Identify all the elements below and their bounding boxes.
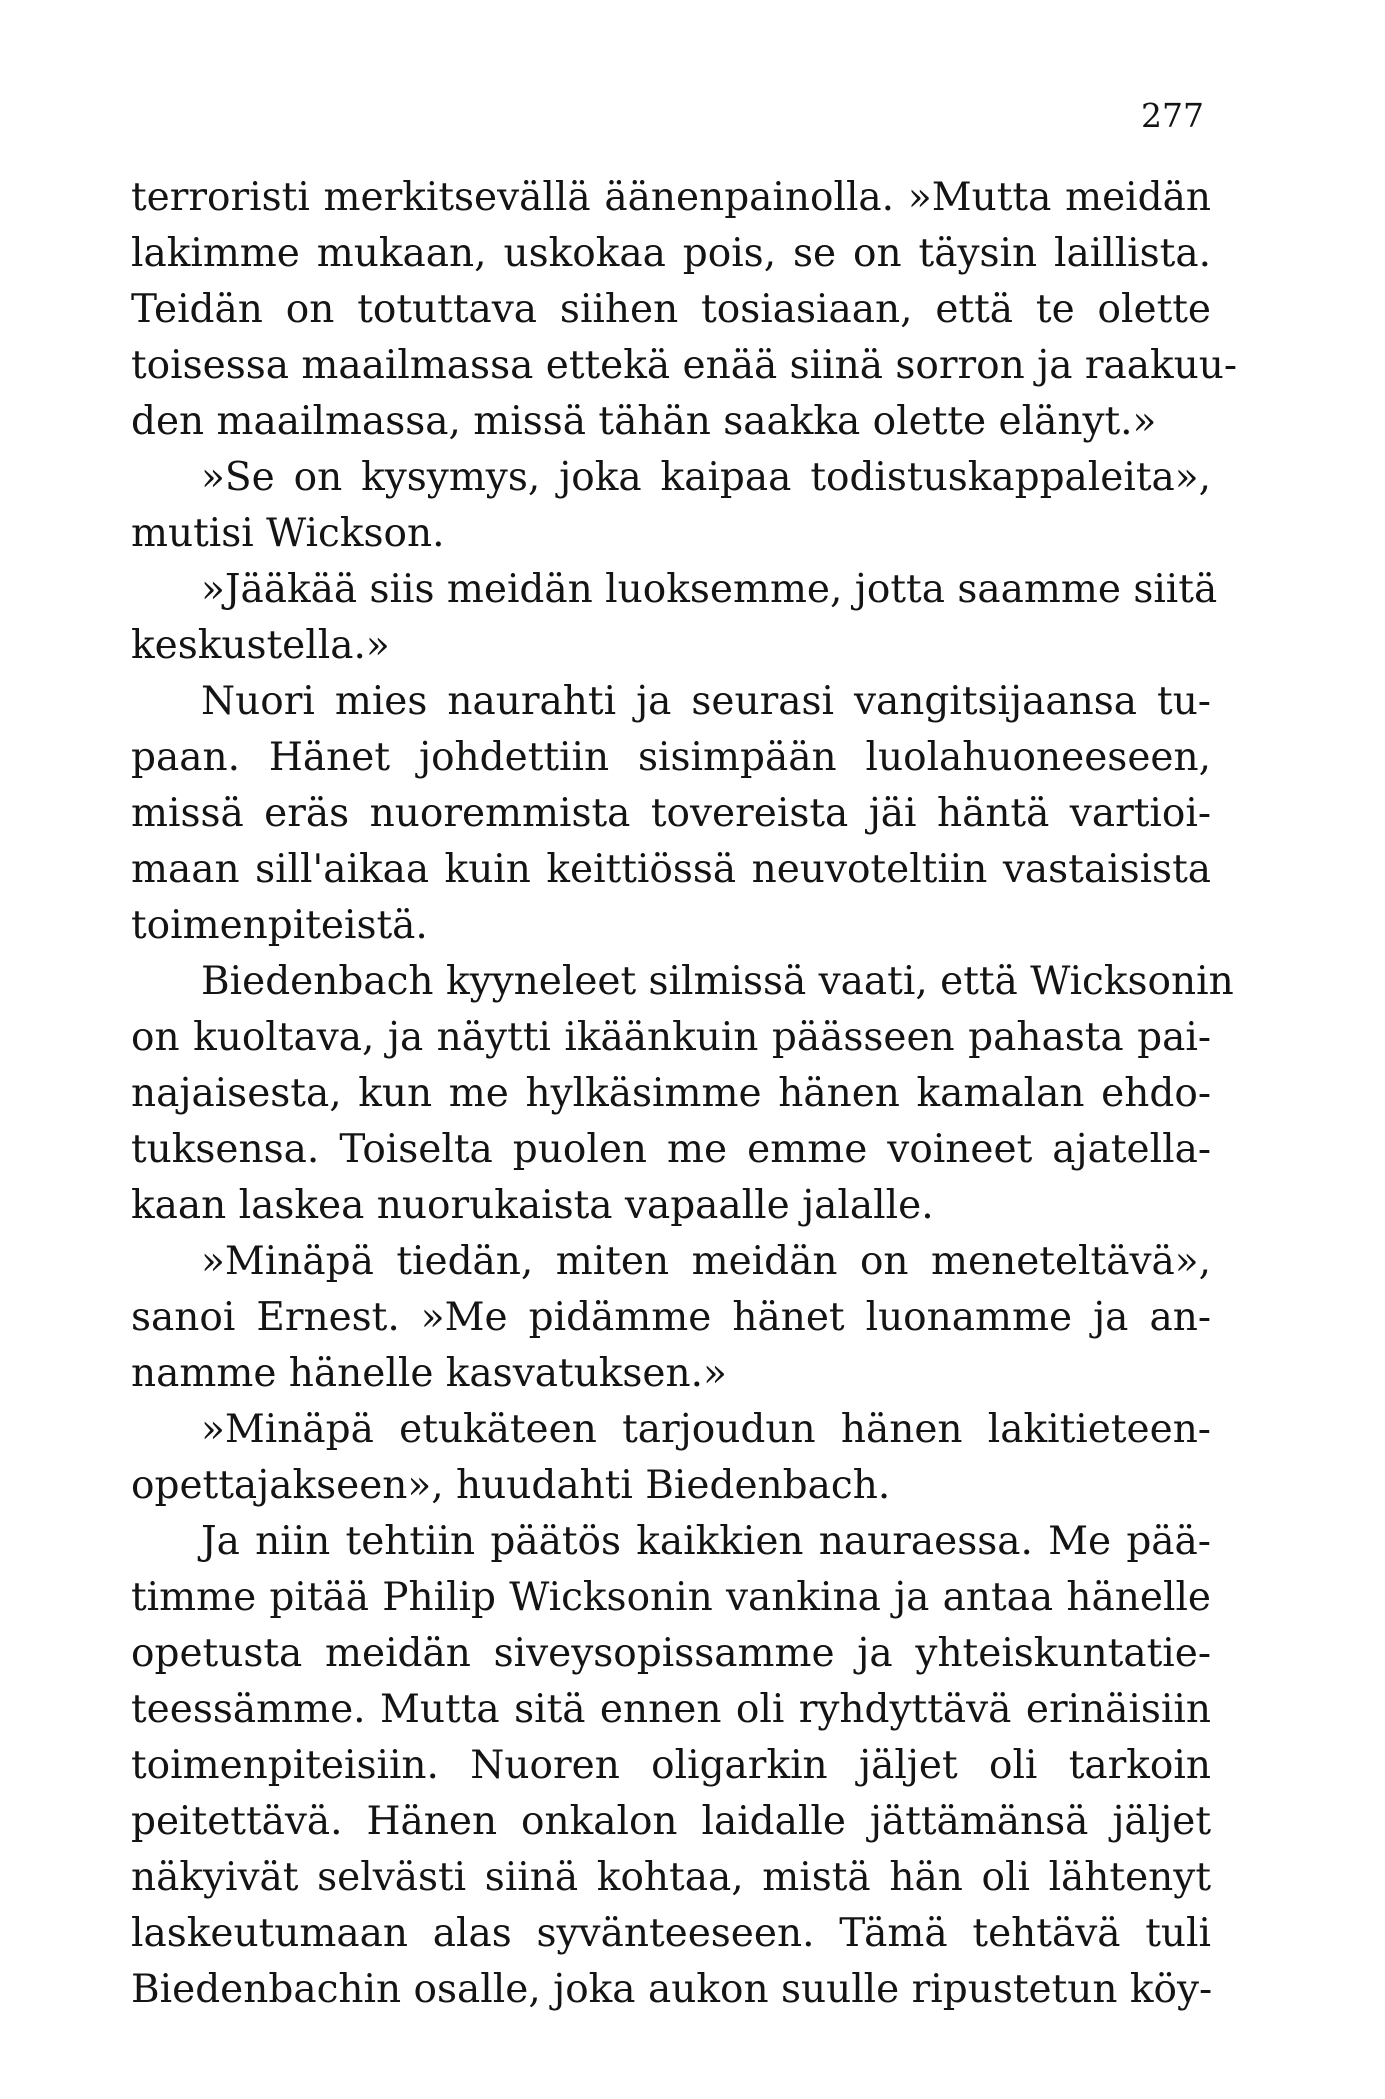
text-line: »Minäpä etukäteen tarjoudun hänen lakitieteen- [201,1407,1211,1452]
text-line: den maailmassa, missä tähän saakka olette elänyt.» [131,399,1157,444]
text-line: toisessa maailmassa ettekä enää siinä sorron ja raakuu- [131,343,1238,388]
text-line: namme hänelle kasvatuksen.» [131,1351,727,1396]
text-line: teessämme. Mutta sitä ennen oli ryhdyttävä erinäisiin [131,1687,1211,1732]
text-line: kaan laskea nuorukaista vapaalle jalalle. [131,1183,934,1228]
text-line: opettajakseen», huudahti Biedenbach. [131,1463,891,1508]
text-line: lakimme mukaan, uskokaa pois, se on täysin laillista. [131,231,1211,276]
page-number: 277 [1141,96,1204,135]
text-line: laskeutumaan alas syvänteeseen. Tämä tehtävä tuli [131,1911,1211,1956]
text-line: toimenpiteisiin. Nuoren oligarkin jäljet oli tarkoin [131,1743,1211,1788]
text-line: toimenpiteistä. [131,903,428,948]
text-line: sanoi Ernest. »Me pidämme hänet luonamme ja an- [131,1295,1211,1340]
text-line: mutisi Wickson. [131,511,445,556]
text-line: maan sill'aikaa kuin keittiössä neuvoteltiin vastaisista [131,847,1211,892]
text-line: peitettävä. Hänen onkalon laidalle jättämänsä jäljet [131,1799,1211,1844]
text-line: missä eräs nuoremmista tovereista jäi häntä vartioi- [131,791,1211,836]
text-line: Ja niin tehtiin päätös kaikkien nauraessa. Me pää- [201,1519,1211,1564]
text-line: opetusta meidän siveysopissamme ja yhteiskuntatie- [131,1631,1211,1676]
text-line: keskustella.» [131,623,390,668]
text-line: »Minäpä tiedän, miten meidän on meneteltävä», [201,1239,1211,1284]
text-line: »Se on kysymys, joka kaipaa todistuskappaleita», [201,455,1211,500]
text-line: najaisesta, kun me hylkäsimme hänen kamalan ehdo- [131,1071,1211,1116]
text-line: tuksensa. Toiselta puolen me emme voineet ajatella- [131,1127,1211,1172]
text-line: Nuori mies naurahti ja seurasi vangitsijaansa tu- [201,679,1211,724]
text-line: on kuoltava, ja näytti ikäänkuin päässeen pahasta pai- [131,1015,1211,1060]
text-line: terroristi merkitsevällä äänenpainolla. »Mutta meidän [131,175,1211,220]
text-line: paan. Hänet johdettiin sisimpään luolahuoneeseen, [131,735,1211,780]
text-line: Teidän on totuttava siihen tosiasiaan, että te olette [131,287,1211,332]
text-line: timme pitää Philip Wicksonin vankina ja antaa hänelle [131,1575,1211,1620]
text-line: Biedenbachin osalle, joka aukon suulle ripustetun köy- [131,1967,1213,2012]
text-line: »Jääkää siis meidän luoksemme, jotta saamme siitä [201,567,1218,612]
text-line: näkyivät selvästi siinä kohtaa, mistä hän oli lähtenyt [131,1855,1211,1900]
body-text [131,170,1238,2018]
text-line: Biedenbach kyyneleet silmissä vaati, että Wicksonin [201,959,1234,1004]
